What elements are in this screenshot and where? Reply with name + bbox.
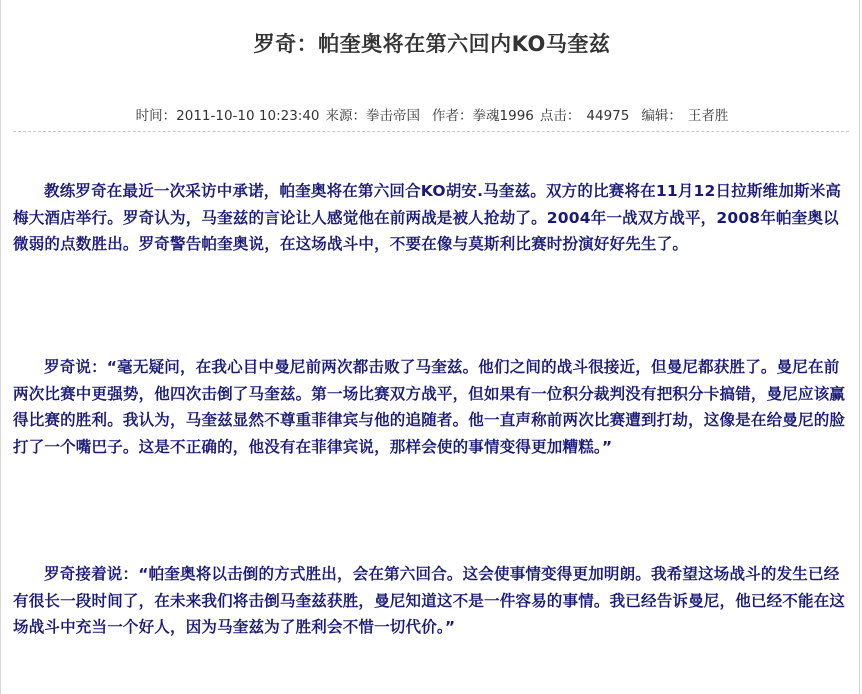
publish-time: 2011-10-10 10:23:40 — [176, 108, 320, 124]
article-paragraph-3: 罗奇接着说：“帕奎奥将以击倒的方式胜出，会在第六回合。这会使事情变得更加明朗。我希望这场战斗的发生已经有很长一段时间了，在未来我们将击倒马奎兹获胜，曼尼知道这不是一件容易的事情。我已经告诉曼尼，他已经不能在这场战斗中充当一个好人，因为马奎兹为了胜利会不惜一切代价。” — [13, 565, 846, 636]
article-paragraph-2: 罗奇说：“毫无疑问，在我心目中曼尼前两次都击败了马奎兹。他们之间的战斗很接近，但曼尼都获胜了。曼尼在前两次比赛中更强势，他四次击倒了马奎兹。第一场比赛双方战平，但如果有一位积分裁判没有把积分卡搞错，曼尼应该赢得比赛的胜利。我认为，马奎兹显然不尊重菲律宾与他的追随者。他一直声称前两次比赛遭到打劫，这像是在给曼尼的脸打了一个嘴巴子。这是不正确的，他没有在菲律宾说，那样会使的事情变得更加糟糕。” — [13, 358, 846, 456]
clicks-count: 44975 — [586, 108, 630, 124]
source-value: 拳击帝国 — [366, 108, 421, 124]
article-paragraph-1: 教练罗奇在最近一次采访中承诺，帕奎奥将在第六回合KO胡安.马奎兹。双方的比赛将在11月12日拉斯维加斯米高梅大酒店举行。罗奇认为，马奎兹的言论让人感觉他在前两战是被人抢劫了。2004年一战双方战平，2008年帕奎奥以微弱的点数胜出。罗奇警告帕奎奥说，在这场战斗中，不要在像与莫斯利比赛时扮演好好先生了。 — [13, 182, 842, 253]
meta-divider — [13, 131, 849, 132]
article-meta — [1, 104, 862, 124]
editor-label: 编辑： — [641, 108, 682, 124]
time-label: 时间： — [135, 108, 177, 124]
editor-value: 王者胜 — [687, 108, 729, 124]
article-title: 罗奇：帕奎奥将在第六回内KO马奎兹 — [253, 32, 611, 56]
source-label: 来源： — [325, 108, 367, 124]
author-label: 作者： — [432, 108, 473, 124]
clicks-label: 点击： — [539, 108, 581, 124]
author-value: 拳魂1996 — [472, 108, 534, 124]
